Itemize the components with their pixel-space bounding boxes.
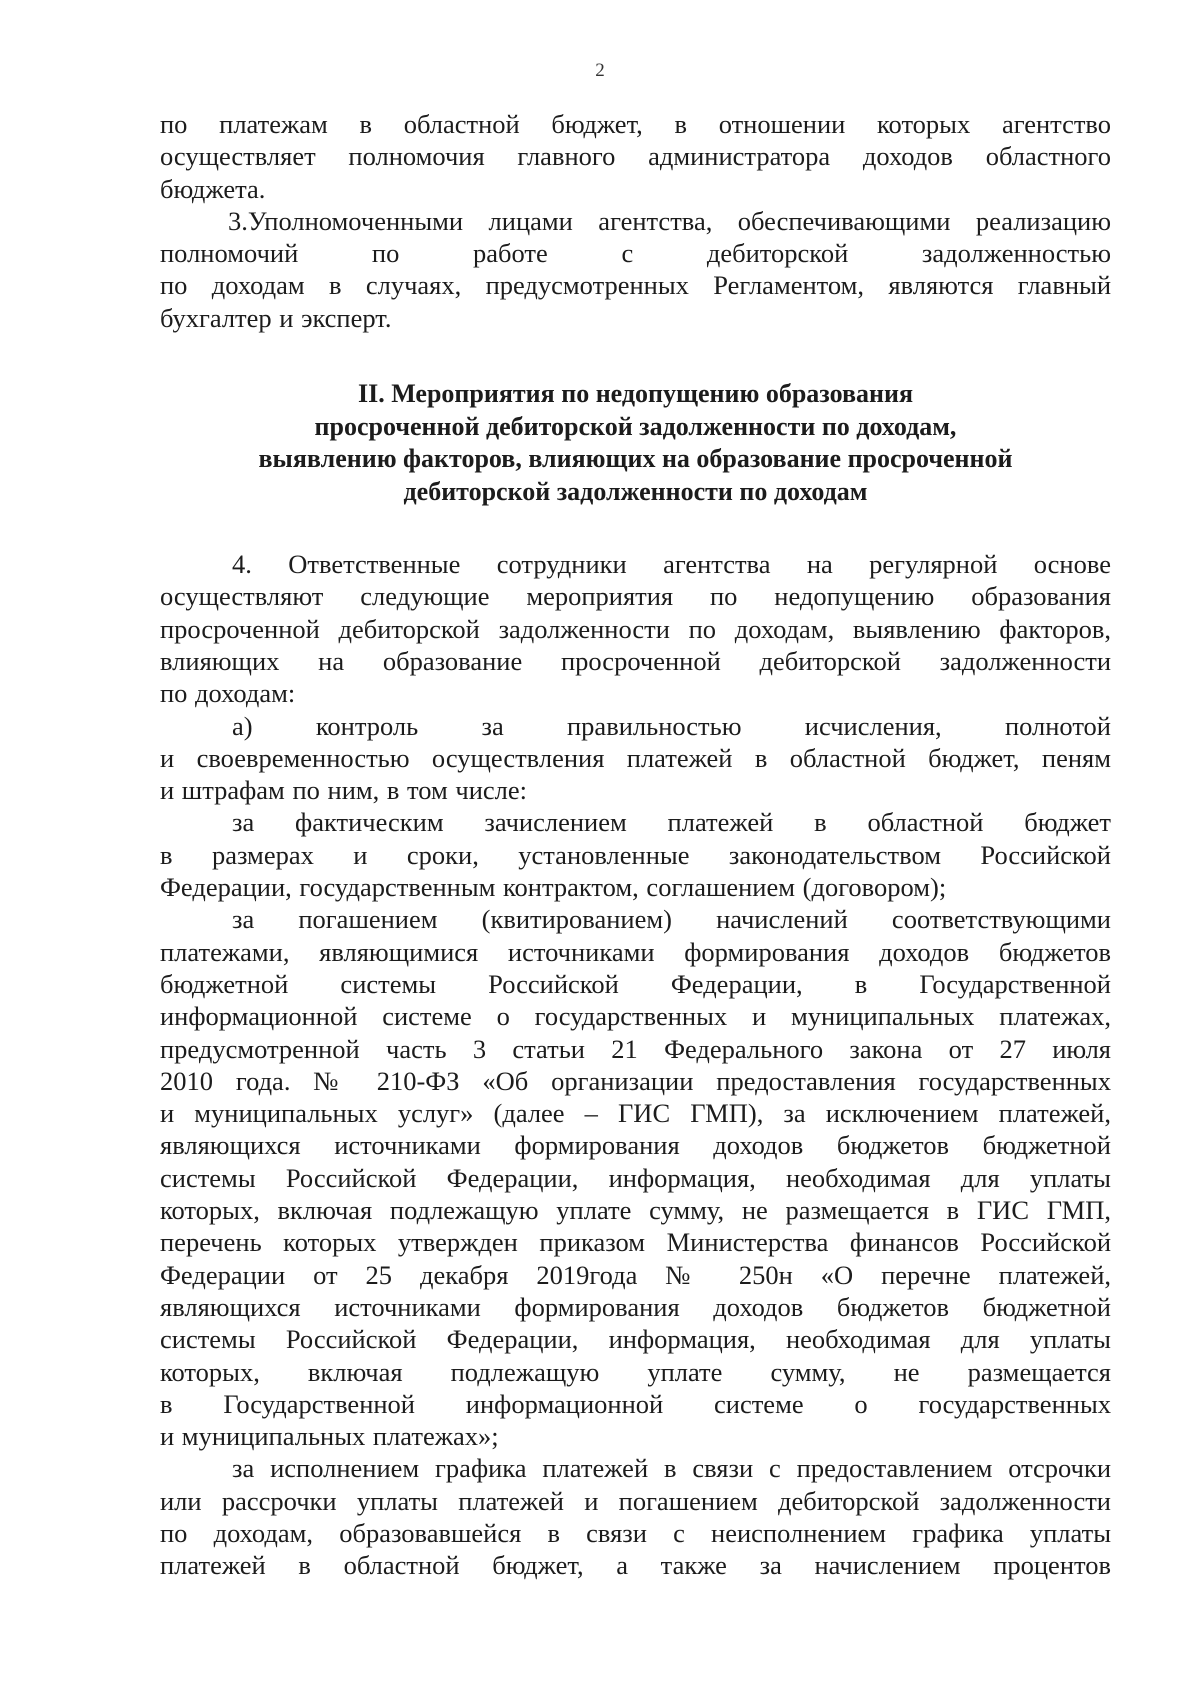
paragraph-continuation bbox=[160, 108, 1111, 205]
page-number: 2 bbox=[595, 60, 605, 81]
text-line: перечень которых утвержден приказом Министерства финансов Российской bbox=[160, 1227, 1111, 1258]
text-line: Федерации от 25 декабря 2019года № 250н «О перечне платежей, bbox=[160, 1259, 1111, 1290]
text-line: за исполнением графика платежей в связи с предоставлением отсрочки bbox=[232, 1453, 1111, 1484]
text-line: по доходам, образовавшейся в связи с неисполнением графика уплаты bbox=[160, 1517, 1111, 1548]
text-line: по доходам в случаях, предусмотренных Регламентом, являются главный bbox=[160, 270, 1111, 301]
text-line: в размерах и сроки, установленные законодательством Российской bbox=[160, 839, 1111, 870]
text-line: по доходам: bbox=[160, 678, 296, 709]
text-line: системы Российской Федерации, информация, необходимая для уплаты bbox=[160, 1162, 1111, 1193]
text-line: 4. Ответственные сотрудники агентства на регулярной основе bbox=[232, 549, 1111, 580]
text-line: влияющих на образование просроченной дебиторской задолженности bbox=[160, 645, 1111, 676]
text-line: предусмотренной часть 3 статьи 21 Федерального закона от 27 июля bbox=[160, 1033, 1111, 1064]
text-line: Федерации, государственным контрактом, соглашением (договором); bbox=[160, 872, 947, 903]
paragraph-actual-crediting bbox=[160, 806, 1111, 903]
paragraph-reconciliation bbox=[160, 903, 1111, 1452]
text-line: в Государственной информационной системе о государственных bbox=[160, 1388, 1111, 1419]
text-line: бухгалтер и эксперт. bbox=[160, 302, 392, 333]
document-body bbox=[160, 108, 1111, 1582]
paragraph-item-a bbox=[160, 710, 1111, 807]
text-line: за фактическим зачислением платежей в областной бюджет bbox=[232, 807, 1111, 838]
heading-line: дебиторской задолженности по доходам bbox=[403, 476, 868, 506]
paragraph-4 bbox=[160, 548, 1111, 709]
text-line: просроченной дебиторской задолженности по доходам, выявлению факторов, bbox=[160, 613, 1111, 644]
text-line: осуществляют следующие мероприятия по недопущению образования bbox=[160, 581, 1111, 612]
text-line: 3.Уполномоченными лицами агентства, обеспечивающими реализацию bbox=[228, 205, 1111, 236]
text-line: по платежам в областной бюджет, в отношении которых агентство bbox=[160, 109, 1111, 139]
text-line: информационной системе о государственных и муниципальных платежах, bbox=[160, 1001, 1111, 1032]
heading-line: выявлению факторов, влияющих на образование просроченной bbox=[258, 444, 1013, 474]
text-line: и своевременностью осуществления платежей в областной бюджет, пеням bbox=[160, 742, 1111, 773]
paragraph-3 bbox=[160, 205, 1111, 334]
text-line: бюджетной системы Российской Федерации, в Государственной bbox=[160, 968, 1111, 999]
text-line: 2010 года. № 210-ФЗ «Об организации предоставления государственных bbox=[160, 1065, 1111, 1096]
text-line: платежами, являющимися источниками формирования доходов бюджетов bbox=[160, 936, 1111, 967]
heading-line: просроченной дебиторской задолженности по доходам, bbox=[314, 411, 957, 441]
text-line: которых, включая подлежащую уплате сумму, не размещается bbox=[160, 1356, 1111, 1387]
text-line: являющихся источниками формирования доходов бюджетов бюджетной bbox=[160, 1291, 1111, 1322]
text-line: и муниципальных платежах»; bbox=[160, 1421, 499, 1452]
text-line: и штрафам по ним, в том числе: bbox=[160, 775, 528, 806]
text-line: системы Российской Федерации, информация, необходимая для уплаты bbox=[160, 1324, 1111, 1355]
text-line: и муниципальных услуг» (далее – ГИС ГМП), за исключением платежей, bbox=[160, 1098, 1111, 1129]
text-line: являющихся источниками формирования доходов бюджетов бюджетной bbox=[160, 1130, 1111, 1161]
paragraph-payment-schedule bbox=[160, 1452, 1111, 1581]
text-line: платежей в областной бюджет, а также за начислением процентов bbox=[160, 1550, 1111, 1581]
text-line: осуществляет полномочия главного администратора доходов областного bbox=[160, 141, 1111, 172]
text-line: которых, включая подлежащую уплате сумму, не размещается в ГИС ГМП, bbox=[160, 1195, 1111, 1226]
heading-line: II. Мероприятия по недопущению образования bbox=[357, 379, 914, 409]
text-line: или рассрочки уплаты платежей и погашением дебиторской задолженности bbox=[160, 1485, 1111, 1516]
section-heading bbox=[160, 378, 1111, 508]
text-line: бюджета. bbox=[160, 173, 266, 204]
text-line: за погашением (квитированием) начислений соответствующими bbox=[232, 904, 1111, 935]
text-line: полномочий по работе с дебиторской задолженностью bbox=[160, 238, 1111, 269]
text-line: а) контроль за правильностью исчисления, полнотой bbox=[232, 710, 1111, 741]
